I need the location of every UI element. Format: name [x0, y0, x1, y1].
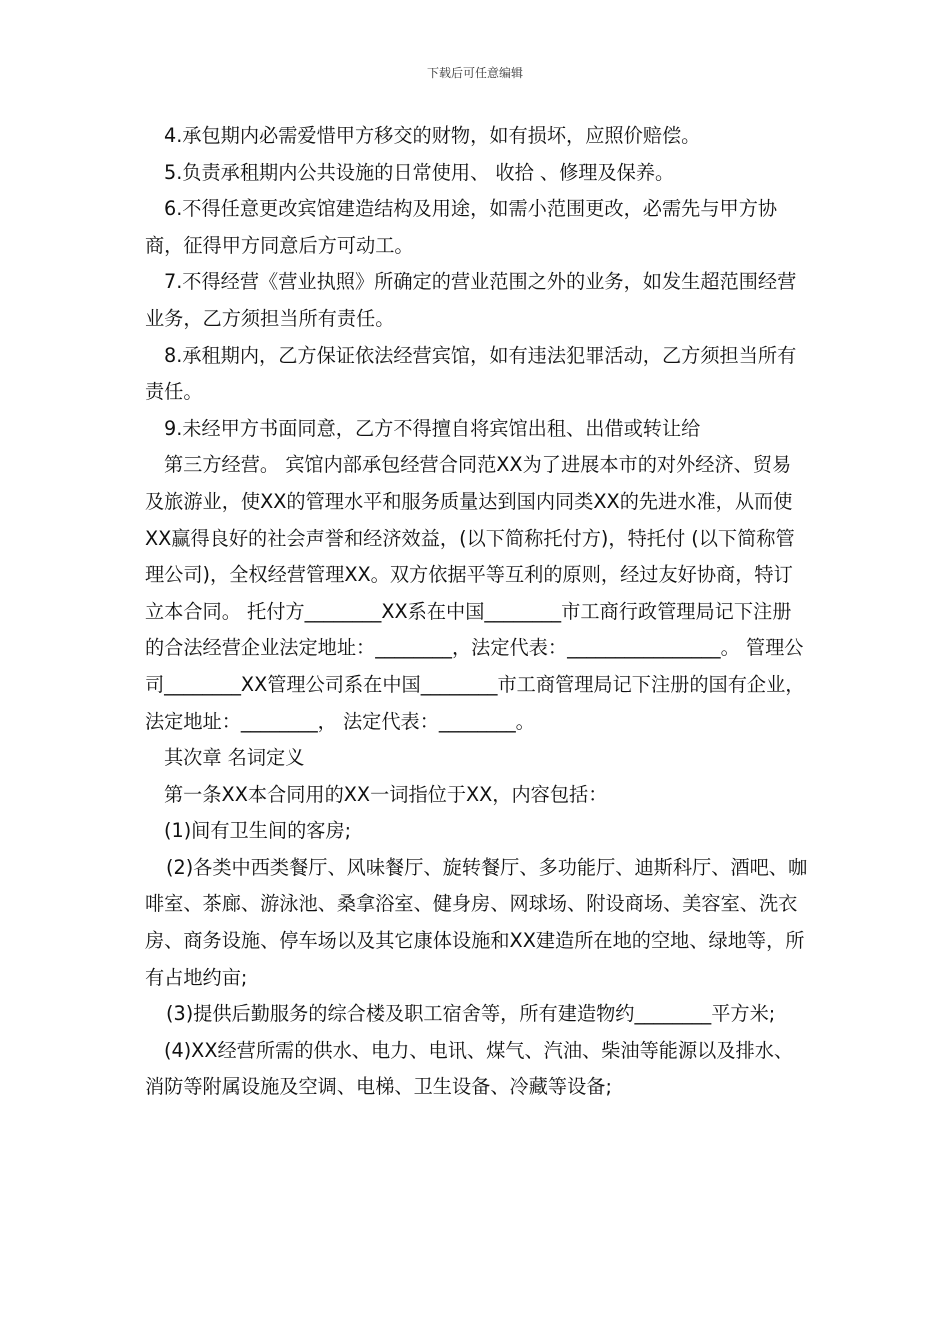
page-header-note: 下载后可任意编辑 — [426, 66, 523, 80]
paragraph-clause-7: 7.不得经营《营业执照》所确定的营业范围之外的业务，如发生超范围经营业务，乙方须担当所有责任。 — [145, 270, 797, 330]
paragraph-clause-6: 6.不得任意更改宾馆建造结构及用途，如需小范围更改，必需先与甲方协商，征得甲方同意后方可动工。 — [145, 197, 778, 257]
paragraph-clause-9: 9.未经甲方书面同意，乙方不得擅自将宾馆出租、出借或转让给 — [164, 416, 701, 440]
document-body — [145, 118, 810, 1106]
paragraph-article-1: 第一条XX本合同用的XX一词指位于XX，内容包括： — [164, 782, 608, 806]
chapter-heading: 其次章 名词定义 — [164, 746, 305, 770]
list-item-1: (1)间有卫生间的客房; — [164, 819, 352, 843]
paragraph-clause-8: 8.承租期内，乙方保证依法经营宾馆，如有违法犯罪活动，乙方须担当所有责任。 — [145, 343, 797, 404]
paragraph-contract-preamble: 第三方经营。 宾馆内部承包经营合同范XX为了进展本市的对外经济、贸易及旅游业，使XX的管理水平和服务质量达到国内同类XX的先进水准，从而使XX赢得良好的社会声誉和经济效益，(以下简称托付方)，特托付 (以下简称管理公司)，全权经营管理XX。双方依据平等互利的原则，经过友好协商，特订立本合同。 托付方________XX系在中国________市工商行政管理局记下注册的合法经营企业法定地址：________，法定代表：________________。 管理公司________XX管理公司系在中国________市工商管理局记下注册的国有企业，法定地址：________， 法定代表：________。 — [145, 453, 805, 733]
list-item-4: (4)XX经营所需的供水、电力、电讯、煤气、汽油、柴油等能源以及排水、消防等附属设施及空调、电梯、卫生设备、冷藏等设备; — [145, 1038, 794, 1099]
paragraph-clause-5: 5.负责承租期内公共设施的日常使用、 收拾 、修理及保养。 — [164, 160, 675, 184]
list-item-2: (2)各类中西类餐厅、风味餐厅、旋转餐厅、多功能厅、迪斯科厅、酒吧、咖啡室、茶廊、游泳池、桑拿浴室、健身房、网球场、附设商场、美容室、洗衣房、商务设施、停车场以及其它康体设施和XX建造所在地的空地、绿地等，所有占地约亩; — [145, 855, 808, 989]
paragraph-clause-4: 4.承包期内必需爱惜甲方移交的财物，如有损坏，应照价赔偿。 — [164, 124, 701, 147]
list-item-3: (3)提供后勤服务的综合楼及职工宿舍等，所有建造物约________平方米; — [166, 1002, 776, 1026]
